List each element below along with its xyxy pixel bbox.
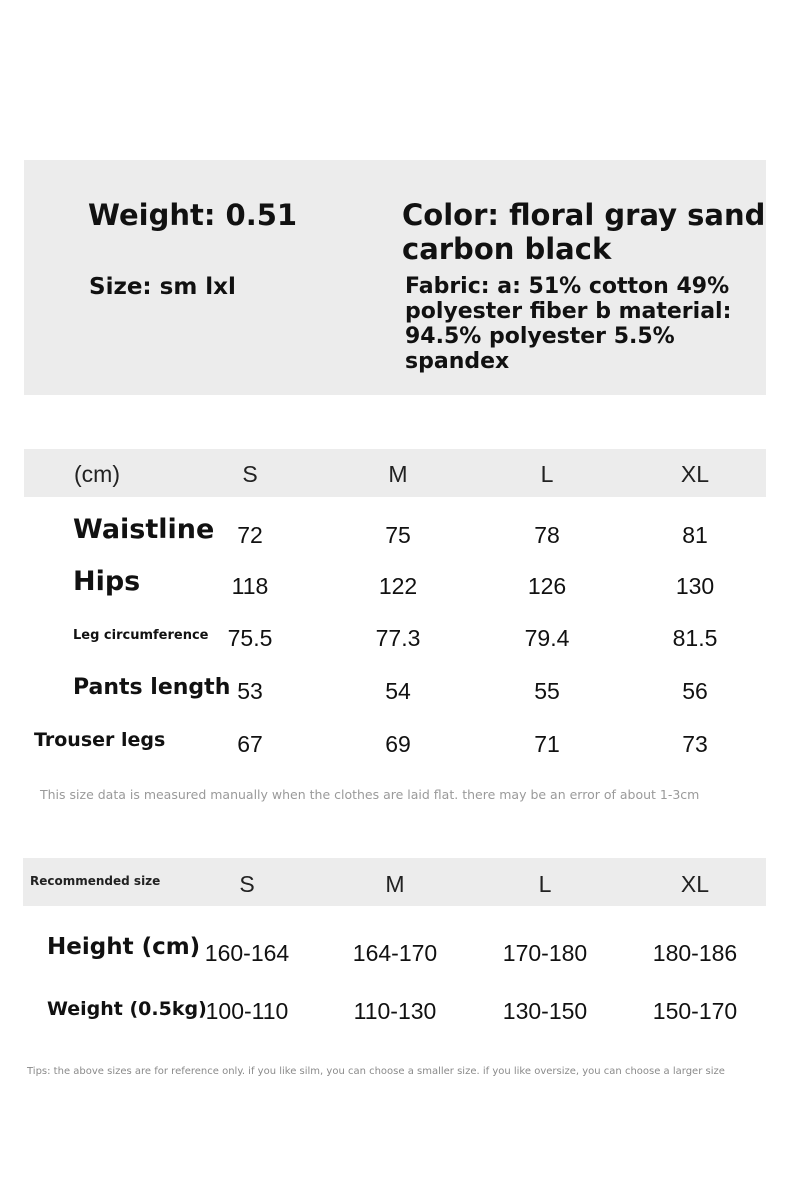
- table-cell: 160-164: [204, 940, 290, 966]
- size-text: Size: sm lxl: [89, 274, 236, 300]
- table-cell: 79.4: [524, 625, 570, 651]
- table-cell: 130-150: [502, 998, 588, 1024]
- table-cell: 71: [534, 731, 560, 757]
- color-text-line2: carbon black: [402, 232, 612, 266]
- row-label-pants-length: Pants length: [73, 675, 231, 700]
- table-cell: 72: [237, 522, 263, 548]
- rec-col-l: L: [538, 871, 552, 897]
- table-cell: 78: [534, 522, 560, 548]
- table-cell: 55: [534, 678, 560, 704]
- table-cell: 122: [378, 573, 418, 599]
- table-cell: 130: [675, 573, 715, 599]
- table-cell: 126: [527, 573, 567, 599]
- table-cell: 75: [385, 522, 411, 548]
- table-cell: 180-186: [652, 940, 738, 966]
- table-cell: 110-130: [353, 998, 437, 1024]
- size-col-xl: XL: [680, 461, 710, 487]
- measurement-note: This size data is measured manually when the clothes are laid flat. there may be an error of about 1-3cm: [40, 787, 700, 802]
- rec-col-s: S: [239, 871, 255, 897]
- size-tip: Tips: the above sizes are for reference only. if you like silm, you can choose a smaller size. if you like oversize, you can choose a larger size: [27, 1066, 725, 1077]
- table-cell: 69: [385, 731, 411, 757]
- table-cell: 170-180: [502, 940, 588, 966]
- table-cell: 75.5: [227, 625, 273, 651]
- table-cell: 118: [231, 573, 269, 599]
- row-label-height: Height (cm): [47, 934, 201, 960]
- weight-text: Weight: 0.51: [88, 198, 298, 232]
- color-text-line1: Color: floral gray sand: [402, 198, 766, 232]
- row-label-hips: Hips: [73, 566, 141, 597]
- table-cell: 150-170: [652, 998, 738, 1024]
- table-cell: 53: [237, 678, 263, 704]
- row-label-trouser-legs: Trouser legs: [34, 729, 166, 751]
- table-cell: 77.3: [375, 625, 421, 651]
- table-cell: 100-110: [205, 998, 289, 1024]
- size-col-s: S: [242, 461, 258, 487]
- recommended-size-label: Recommended size: [30, 874, 161, 888]
- table-cell: 54: [385, 678, 411, 704]
- table-cell: 56: [682, 678, 708, 704]
- row-label-leg-circumference: Leg circumference: [73, 628, 209, 643]
- table-cell: 81: [682, 522, 708, 548]
- table-cell: 164-170: [352, 940, 438, 966]
- table-cell: 81.5: [672, 625, 718, 651]
- size-col-l: L: [540, 461, 554, 487]
- size-col-m: M: [388, 461, 408, 487]
- row-label-weight: Weight (0.5kg): [47, 998, 207, 1020]
- table-cell: 67: [237, 731, 263, 757]
- rec-col-xl: XL: [680, 871, 710, 897]
- rec-col-m: M: [385, 871, 405, 897]
- row-label-waistline: Waistline: [73, 514, 215, 545]
- product-info-panel: [24, 160, 766, 395]
- table-cell: 73: [682, 731, 708, 757]
- fabric-text: Fabric: a: 51% cotton 49% polyester fiber b material: 94.5% polyester 5.5% spandex: [405, 274, 732, 374]
- unit-label: (cm): [74, 461, 120, 487]
